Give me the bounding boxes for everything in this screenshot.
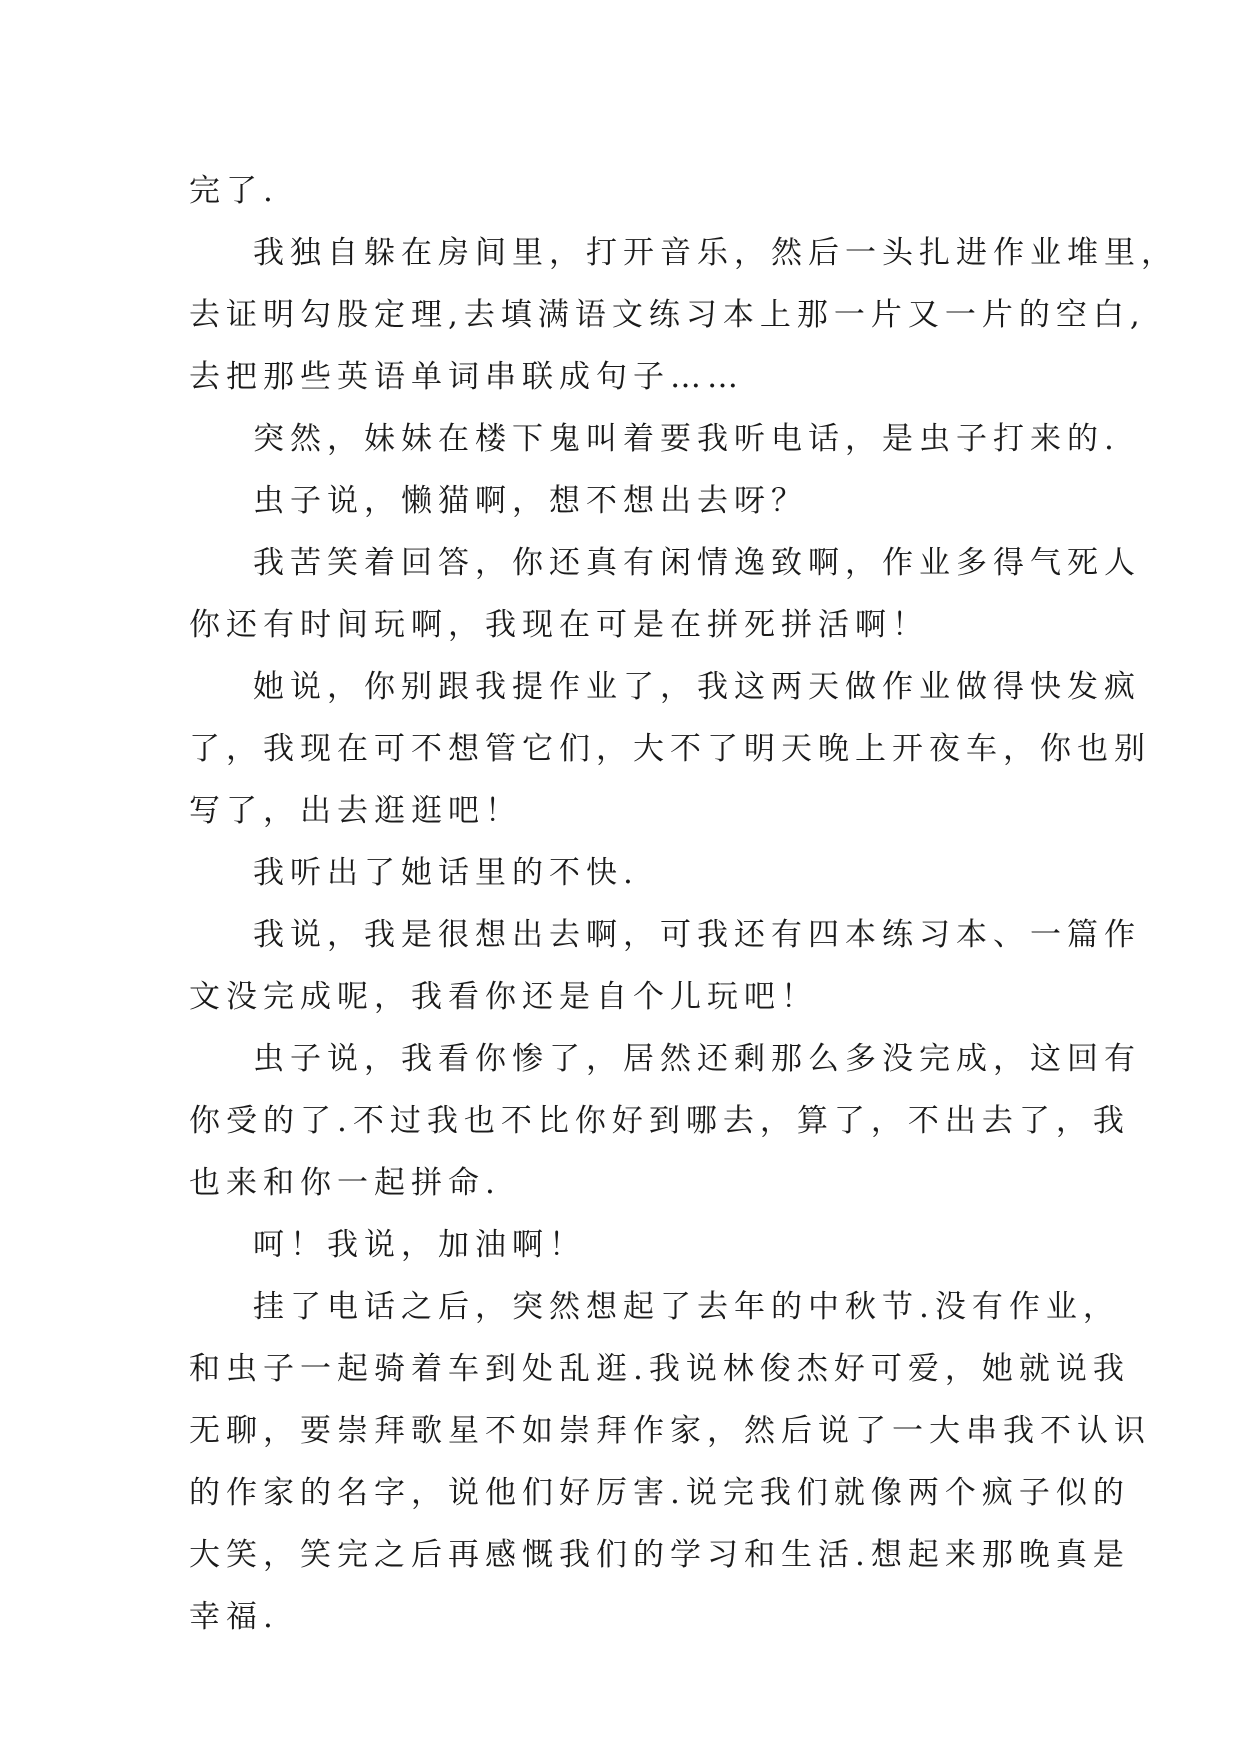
text-line: 你还有时间玩啊，我现在可是在拼死拼活啊！	[189, 607, 929, 643]
text-line: 挂了电话之后，突然想起了去年的中秋节.没有作业，	[253, 1289, 1120, 1325]
text-line: 她说，你别跟我提作业了，我这两天做作业做得快发疯	[253, 669, 1141, 705]
text-line: 也来和你一起拼命.	[189, 1165, 501, 1201]
text-line: 虫子说，我看你惨了，居然还剩那么多没完成，这回有	[253, 1041, 1141, 1077]
text-line: 去把那些英语单词串联成句子……	[189, 359, 744, 395]
text-line: 和虫子一起骑着车到处乱逛.我说林俊杰好可爱，她就说我	[189, 1351, 1130, 1387]
text-line: 写了，出去逛逛吧！	[189, 793, 522, 829]
text-line: 完了.	[189, 173, 279, 209]
text-line: 你受的了.不过我也不比你好到哪去，算了，不出去了，我	[189, 1103, 1130, 1139]
text-line: 文没完成呢，我看你还是自个儿玩吧！	[189, 979, 818, 1015]
text-line: 虫子说，懒猫啊，想不想出去呀？	[253, 483, 808, 519]
text-line: 了，我现在可不想管它们，大不了明天晚上开夜车，你也别	[189, 731, 1151, 767]
text-line: 我听出了她话里的不快.	[253, 855, 639, 891]
text-line: 去证明勾股定理,去填满语文练习本上那一片又一片的空白,	[189, 297, 1146, 333]
text-line: 突然，妹妹在楼下鬼叫着要我听电话，是虫子打来的.	[253, 421, 1120, 457]
text-line: 我苦笑着回答，你还真有闲情逸致啊，作业多得气死人	[253, 545, 1141, 581]
text-line: 的作家的名字，说他们好厉害.说完我们就像两个疯子似的	[189, 1475, 1130, 1511]
document-body	[189, 160, 1178, 1648]
text-line: 呵！我说，加油啊！	[253, 1227, 586, 1263]
text-line: 我独自躲在房间里，打开音乐，然后一头扎进作业堆里，	[253, 235, 1178, 271]
text-line: 我说，我是很想出去啊，可我还有四本练习本、一篇作	[253, 917, 1141, 953]
text-line: 幸福.	[189, 1599, 279, 1635]
text-line: 无聊，要崇拜歌星不如崇拜作家，然后说了一大串我不认识	[189, 1413, 1151, 1449]
text-line: 大笑，笑完之后再感慨我们的学习和生活.想起来那晚真是	[189, 1537, 1130, 1573]
